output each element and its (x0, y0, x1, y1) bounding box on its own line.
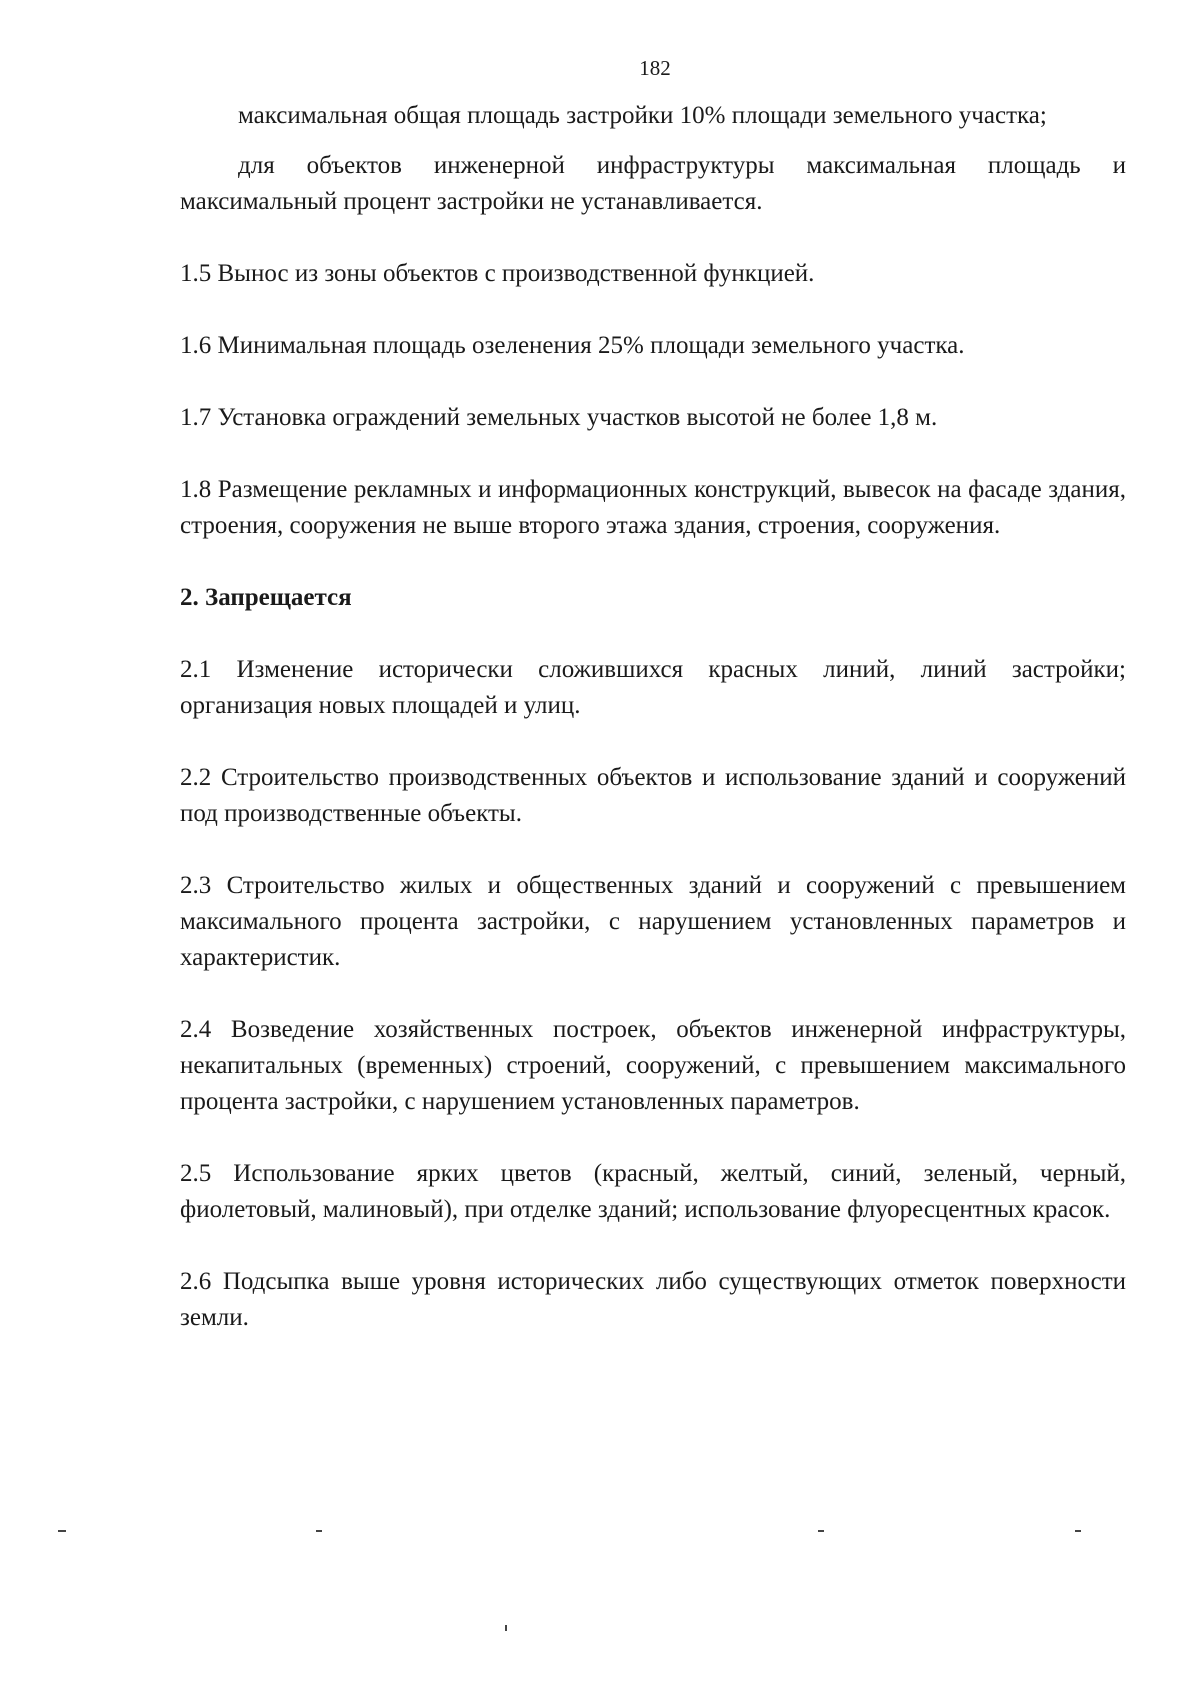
paragraph-engineering-infrastructure: для объектов инженерной инфраструктуры максимальная площадь и максимальный процент застройки не устанавливается. (180, 152, 1126, 215)
paragraph-1-5: 1.5 Вынос из зоны объектов с производственной функцией. (180, 260, 815, 287)
paragraph-2-2: 2.2 Строительство производственных объектов и использование зданий и сооружений под производственные объекты. (180, 764, 1126, 827)
paragraph-2-3: 2.3 Строительство жилых и общественных зданий и сооружений с превышением максимального процента застройки, с нарушением установленных параметров и характеристик. (180, 872, 1126, 971)
paragraph-1-8: 1.8 Размещение рекламных и информационных конструкций, вывесок на фасаде здания, строения, сооружения не выше второго этажа здания, строения, сооружения. (180, 476, 1126, 539)
scan-mark-left (58, 1530, 66, 1532)
document-body (180, 98, 1126, 1336)
paragraph-2-4: 2.4 Возведение хозяйственных построек, объектов инженерной инфраструктуры, некапитальных (временных) строений, сооружений, с превышением максимального процента застройки, с нарушением установленных параметров. (180, 1016, 1126, 1115)
paragraph-2-1: 2.1 Изменение исторически сложившихся красных линий, линий застройки; организация новых площадей и улиц. (180, 656, 1126, 719)
scan-mark-right2 (1075, 1530, 1081, 1532)
paragraph-2-6: 2.6 Подсыпка выше уровня исторических либо существующих отметок поверхности земли. (180, 1268, 1126, 1331)
paragraph-1-7: 1.7 Установка ограждений земельных участков высотой не более 1,8 м. (180, 404, 938, 431)
paragraph-2-5: 2.5 Использование ярких цветов (красный, желтый, синий, зеленый, черный, фиолетовый, малиновый), при отделке зданий; использование флуоресцентных красок. (180, 1160, 1126, 1223)
section-heading-prohibited: 2. Запрещается (180, 584, 352, 611)
paragraph-max-area: максимальная общая площадь застройки 10% площади земельного участка; (238, 102, 1047, 129)
scan-mark-bottom (505, 1625, 507, 1631)
scan-mark-mid (316, 1530, 322, 1532)
paragraph-1-6: 1.6 Минимальная площадь озеленения 25% площади земельного участка. (180, 332, 965, 359)
page-number: 182 (639, 56, 671, 80)
scan-mark-right1 (818, 1530, 824, 1532)
